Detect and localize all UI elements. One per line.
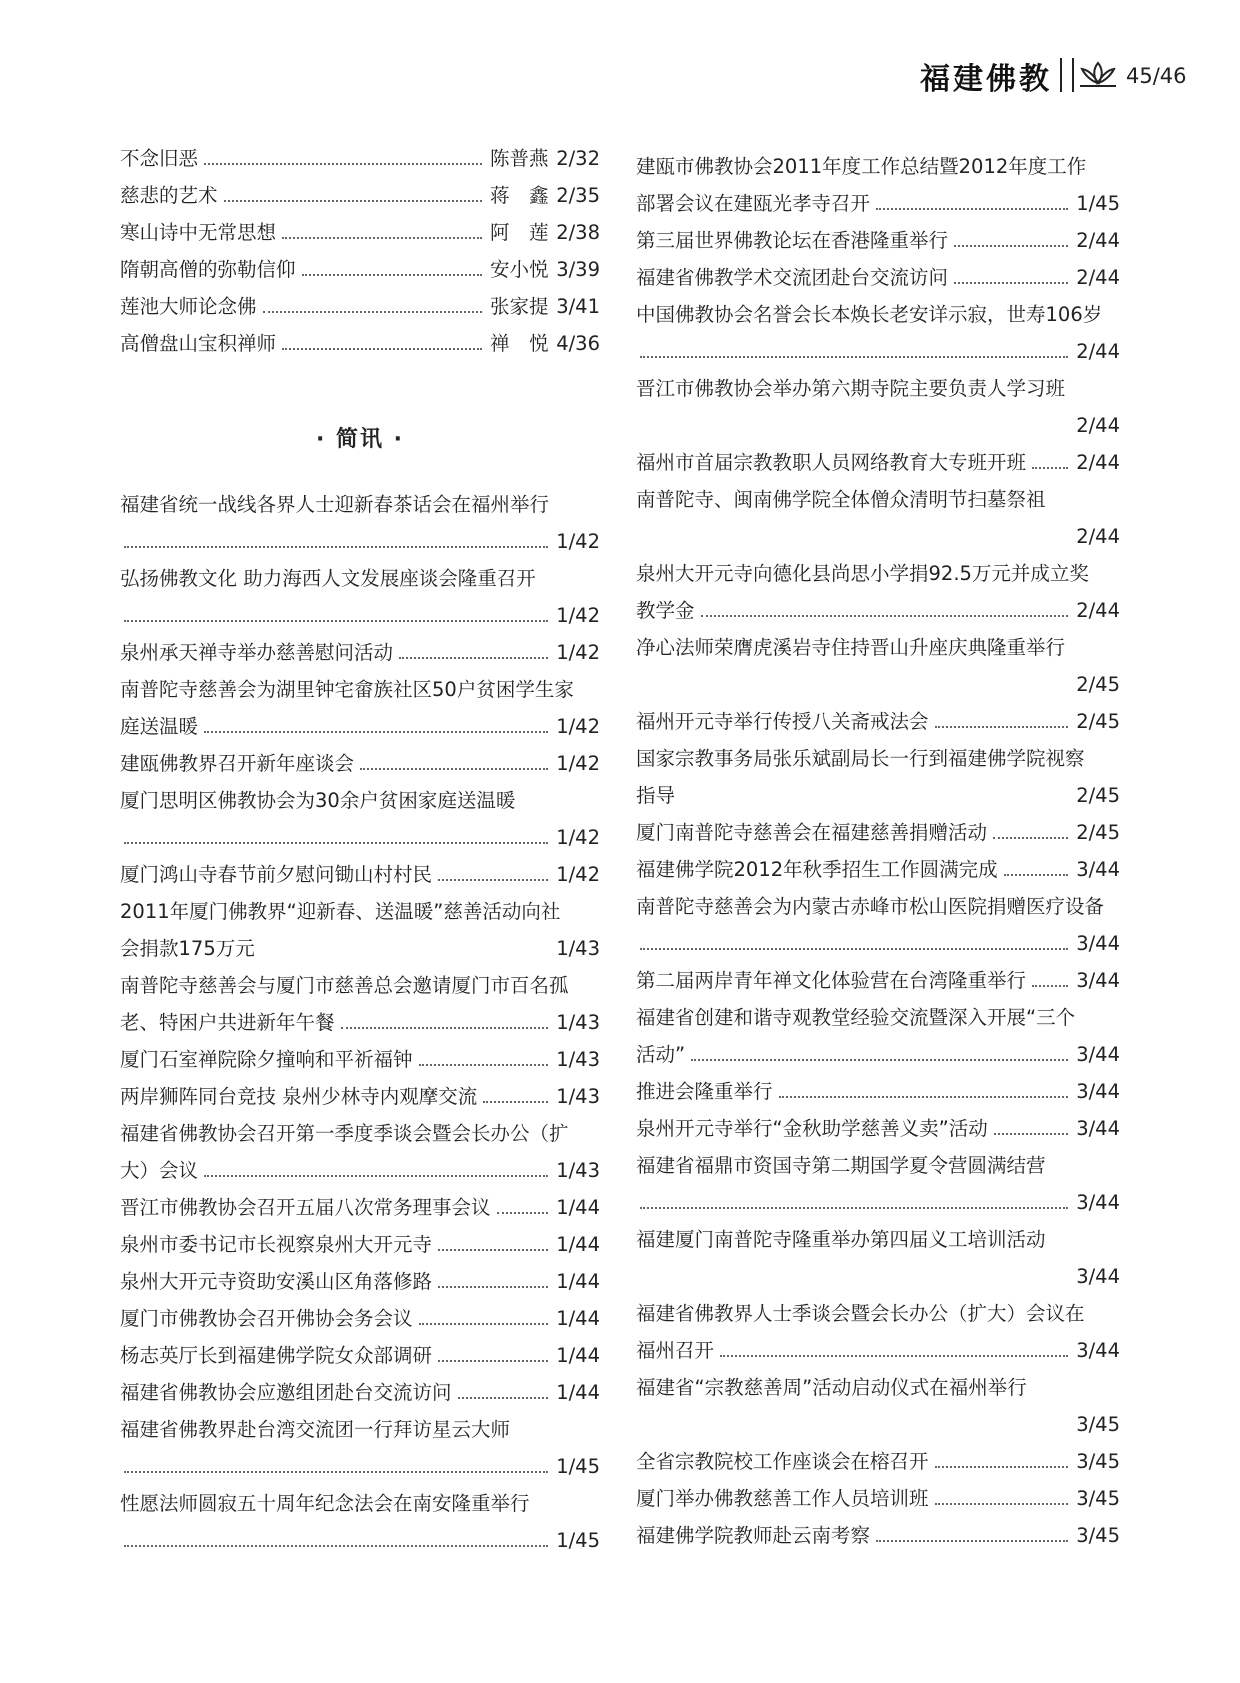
news-item-line (636, 814, 1120, 851)
news-title: 福建佛学院2012年秋季招生工作圆满完成 (636, 858, 998, 881)
news-title: 活动” (636, 1043, 686, 1066)
issue-number: 3/44 (1076, 858, 1120, 881)
news-item-line (120, 856, 600, 893)
news-title: 福州召开 (636, 1339, 715, 1362)
news-item-line (120, 1300, 600, 1337)
article-author: 安小悦 (490, 258, 549, 281)
issue-number: 1/44 (556, 1196, 600, 1219)
issue-number: 3/44 (1076, 1080, 1120, 1103)
news-item-line (636, 518, 1120, 555)
news-title: 泉州承天禅寺举办慈善慰问活动 (120, 641, 394, 664)
dot-leader (419, 1323, 548, 1325)
news-item-line (636, 592, 1120, 629)
dot-leader (438, 1360, 548, 1362)
news-title: 弘扬佛教文化 助力海西人文发展座谈会隆重召开 (120, 567, 536, 590)
news-item-line (636, 1110, 1120, 1147)
dot-leader (954, 245, 1068, 247)
issue-number: 1/43 (556, 1159, 600, 1182)
issue-number: 3/44 (1076, 969, 1120, 992)
issue-number: 3/44 (1076, 1339, 1120, 1362)
news-title: 泉州大开元寺资助安溪山区角落修路 (120, 1270, 433, 1293)
news-item-line (120, 1152, 600, 1189)
article-author: 陈普燕 (490, 147, 549, 170)
news-item-line (636, 1332, 1120, 1369)
issue-number: 1/42 (556, 641, 600, 664)
issue-number: 3/45 (1076, 1524, 1120, 1547)
dot-leader (124, 620, 548, 622)
issue-number: 3/44 (1076, 1043, 1120, 1066)
issue-number: 1/42 (556, 863, 600, 886)
issue-number: 2/45 (1076, 710, 1120, 733)
dot-leader (204, 163, 482, 165)
news-title: 福建省佛教界赴台湾交流团一行拜访星云大师 (120, 1418, 511, 1441)
news-title: 南普陀寺慈善会为湖里钟宅畲族社区50户贫困学生家 (120, 678, 574, 701)
news-title: 部署会议在建瓯光孝寺召开 (636, 192, 871, 215)
news-title: 南普陀寺慈善会为内蒙古赤峰市松山医院捐赠医疗设备 (636, 895, 1105, 918)
dot-leader (282, 237, 482, 239)
news-item-line (120, 745, 600, 782)
news-item-line (120, 893, 600, 930)
news-item-line (120, 1004, 600, 1041)
news-item-line (636, 629, 1120, 666)
news-item-line (636, 222, 1120, 259)
dot-leader (935, 1503, 1068, 1505)
issue-number: 1/43 (556, 937, 600, 960)
news-title: 福建省佛教协会召开第一季度季谈会暨会长办公（扩 (120, 1122, 569, 1145)
dot-leader (640, 356, 1068, 358)
news-title: 两岸狮阵同台竞技 泉州少林寺内观摩交流 (120, 1085, 478, 1108)
news-item-line (120, 1448, 600, 1485)
news-title: 厦门鸿山寺春节前夕慰问锄山村村民 (120, 863, 433, 886)
dot-leader (341, 1027, 548, 1029)
news-item-line (636, 259, 1120, 296)
news-title: 福建省统一战线各界人士迎新春茶话会在福州举行 (120, 493, 550, 516)
news-title: 福建省佛教协会应邀组团赴台交流访问 (120, 1381, 452, 1404)
news-item-line (636, 777, 1120, 814)
news-title: 厦门思明区佛教协会为30余户贫困家庭送温暖 (120, 789, 516, 812)
news-title: 厦门市佛教协会召开佛协会务会议 (120, 1307, 413, 1330)
article-row (120, 140, 600, 177)
news-title: 推进会隆重举行 (636, 1080, 773, 1103)
dot-leader (124, 546, 548, 548)
news-item-line (120, 819, 600, 856)
article-author: 张家提 (490, 295, 549, 318)
news-title: 厦门石室禅院除夕撞响和平祈福钟 (120, 1048, 413, 1071)
news-item-line (120, 1411, 600, 1448)
dot-leader (876, 208, 1068, 210)
article-row (120, 214, 600, 251)
news-item-line (120, 1485, 600, 1522)
news-title: 杨志英厅长到福建佛学院女众部调研 (120, 1344, 433, 1367)
dot-leader (994, 1133, 1068, 1135)
section-title: · 简讯 · (315, 427, 405, 452)
news-item-line (636, 851, 1120, 888)
page-number: 45/46 (1126, 64, 1187, 88)
news-item-line (120, 597, 600, 634)
news-title: 泉州开元寺举行“金秋助学慈善义卖”活动 (636, 1117, 988, 1140)
article-title: 寒山诗中无常思想 (120, 221, 277, 244)
news-item-line (120, 1337, 600, 1374)
issue-number: 2/44 (1076, 451, 1120, 474)
news-title: 福州市首届宗教教职人员网络教育大专班开班 (636, 451, 1027, 474)
news-title: 第三届世界佛教论坛在香港隆重举行 (636, 229, 949, 252)
issue-number: 3/45 (1076, 1450, 1120, 1473)
news-item-line (120, 671, 600, 708)
news-item-line (120, 1115, 600, 1152)
news-item-line (636, 185, 1120, 222)
news-item-line (636, 148, 1120, 185)
news-item-line (636, 1147, 1120, 1184)
news-title: 指导 (636, 784, 676, 807)
issue-number: 2/32 (556, 147, 600, 170)
issue-number: 3/45 (1076, 1487, 1120, 1510)
dot-leader (124, 1545, 548, 1547)
news-item-line (636, 1443, 1120, 1480)
article-title: 隋朝高僧的弥勒信仰 (120, 258, 296, 281)
news-item-line (636, 703, 1120, 740)
news-item-line (120, 1263, 600, 1300)
issue-number: 2/44 (1076, 266, 1120, 289)
news-item-line (636, 444, 1120, 481)
dot-leader (935, 726, 1068, 728)
article-title: 高僧盘山宝积禅师 (120, 332, 277, 355)
news-item-line (636, 1295, 1120, 1332)
dot-leader (438, 879, 548, 881)
news-item-line (120, 967, 600, 1004)
issue-number: 1/42 (556, 752, 600, 775)
issue-number: 1/42 (556, 604, 600, 627)
news-item-line (636, 333, 1120, 370)
news-title: 大）会议 (120, 1159, 199, 1182)
news-item-line (636, 481, 1120, 518)
news-item-line (636, 407, 1120, 444)
news-item-line (120, 1522, 600, 1559)
page-header (920, 52, 1220, 98)
header-divider (1060, 58, 1074, 92)
dot-leader (779, 1096, 1068, 1098)
issue-number: 1/45 (556, 1455, 600, 1478)
issue-number: 2/45 (1076, 821, 1120, 844)
news-item-line (636, 1517, 1120, 1554)
issue-number: 3/44 (1076, 1265, 1120, 1288)
news-title: 福建佛学院教师赴云南考察 (636, 1524, 871, 1547)
dot-leader (954, 282, 1068, 284)
news-title: 福建省福鼎市资国寺第二期国学夏令营圆满结营 (636, 1154, 1046, 1177)
news-title: 福州开元寺举行传授八关斋戒法会 (636, 710, 929, 733)
dot-leader (438, 1249, 548, 1251)
issue-number: 1/42 (556, 715, 600, 738)
news-item-line (636, 925, 1120, 962)
dot-leader (124, 1471, 548, 1473)
news-item-line (636, 740, 1120, 777)
article-author: 蒋 鑫 (490, 184, 549, 207)
issue-number: 2/44 (1076, 229, 1120, 252)
issue-number: 1/44 (556, 1344, 600, 1367)
dot-leader (302, 274, 482, 276)
news-item-line (636, 1406, 1120, 1443)
dot-leader (1032, 985, 1068, 987)
dot-leader (224, 200, 482, 202)
news-title: 福建省创建和谐寺观教堂经验交流暨深入开展“三个 (636, 1006, 1076, 1029)
news-title: 福建省佛教界人士季谈会暨会长办公（扩大）会议在 (636, 1302, 1085, 1325)
dot-leader (993, 837, 1068, 839)
news-title: 福建省佛教学术交流团赴台交流访问 (636, 266, 949, 289)
dot-leader (497, 1212, 548, 1214)
issue-number: 1/45 (556, 1529, 600, 1552)
issue-number: 1/43 (556, 1085, 600, 1108)
issue-number: 2/38 (556, 221, 600, 244)
news-item-line (636, 370, 1120, 407)
news-item-line (636, 296, 1120, 333)
article-title: 不念旧恶 (120, 147, 199, 170)
news-item-line (120, 1041, 600, 1078)
dot-leader (935, 1466, 1068, 1468)
news-item-line (120, 930, 600, 967)
issue-number: 2/45 (1076, 673, 1120, 696)
dot-leader (282, 348, 482, 350)
dot-leader (360, 768, 548, 770)
issue-number: 3/44 (1076, 1191, 1120, 1214)
article-row (120, 177, 600, 214)
article-author: 禅 悦 (490, 332, 549, 355)
news-title: 庭送温暖 (120, 715, 199, 738)
article-title: 莲池大师论念佛 (120, 295, 257, 318)
news-title: 建瓯市佛教协会2011年度工作总结暨2012年度工作 (636, 155, 1087, 178)
dot-leader (458, 1397, 548, 1399)
news-item-line (120, 708, 600, 745)
issue-number: 1/42 (556, 530, 600, 553)
news-item-line (120, 486, 600, 523)
news-item-line (120, 1189, 600, 1226)
issue-number: 3/44 (1076, 932, 1120, 955)
dot-leader (720, 1355, 1068, 1357)
news-title: 2011年厦门佛教界“迎新春、送温暖”慈善活动向社 (120, 900, 561, 923)
news-title: 晋江市佛教协会举办第六期寺院主要负责人学习班 (636, 377, 1066, 400)
issue-number: 1/44 (556, 1270, 600, 1293)
news-title: 第二届两岸青年禅文化体验营在台湾隆重举行 (636, 969, 1027, 992)
issue-number: 3/45 (1076, 1413, 1120, 1436)
issue-number: 3/41 (556, 295, 600, 318)
news-title: 会捐款175万元 (120, 937, 255, 960)
issue-number: 2/44 (1076, 525, 1120, 548)
issue-number: 1/44 (556, 1307, 600, 1330)
article-title: 慈悲的艺术 (120, 184, 218, 207)
news-title: 厦门南普陀寺慈善会在福建慈善捐赠活动 (636, 821, 988, 844)
news-title: 建瓯佛教界召开新年座谈会 (120, 752, 355, 775)
news-item-line (636, 888, 1120, 925)
article-row (120, 251, 600, 288)
dot-leader (701, 615, 1068, 617)
news-title: 国家宗教事务局张乐斌副局长一行到福建佛学院视察 (636, 747, 1085, 770)
news-item-line (636, 1258, 1120, 1295)
news-item-line (636, 1221, 1120, 1258)
news-item-line (120, 560, 600, 597)
news-item-line (636, 999, 1120, 1036)
article-row (120, 288, 600, 325)
news-item-line (120, 782, 600, 819)
news-item-line (120, 634, 600, 671)
news-title: 福建厦门南普陀寺隆重举办第四届义工培训活动 (636, 1228, 1046, 1251)
dot-leader (640, 948, 1068, 950)
issue-number: 2/44 (1076, 340, 1120, 363)
dot-leader (876, 1540, 1068, 1542)
article-author: 阿 莲 (490, 221, 549, 244)
issue-number: 3/39 (556, 258, 600, 281)
news-title: 泉州市委书记市长视察泉州大开元寺 (120, 1233, 433, 1256)
dot-leader (204, 1175, 548, 1177)
news-item-line (636, 1480, 1120, 1517)
news-item-line (636, 555, 1120, 592)
issue-number: 4/36 (556, 332, 600, 355)
issue-number: 1/44 (556, 1381, 600, 1404)
news-item-line (636, 1036, 1120, 1073)
dot-leader (419, 1064, 548, 1066)
news-title: 性愿法师圆寂五十周年纪念法会在南安隆重举行 (120, 1492, 530, 1515)
news-item-line (120, 1374, 600, 1411)
issue-number: 2/45 (1076, 784, 1120, 807)
news-title: 福建省“宗教慈善周”活动启动仪式在福州举行 (636, 1376, 1027, 1399)
news-title: 净心法师荣膺虎溪岩寺住持晋山升座庆典隆重举行 (636, 636, 1066, 659)
news-item-line (120, 523, 600, 560)
news-item-line (120, 1078, 600, 1115)
article-row (120, 325, 600, 362)
issue-number: 1/43 (556, 1048, 600, 1071)
news-item-line (636, 1369, 1120, 1406)
news-title: 厦门举办佛教慈善工作人员培训班 (636, 1487, 929, 1510)
dot-leader (438, 1286, 548, 1288)
issue-number: 1/44 (556, 1233, 600, 1256)
issue-number: 2/44 (1076, 599, 1120, 622)
issue-number: 1/42 (556, 826, 600, 849)
dot-leader (1004, 874, 1068, 876)
dot-leader (263, 311, 482, 313)
news-title: 中国佛教协会名誉会长本焕长老安详示寂，世寿106岁 (636, 303, 1103, 326)
issue-number: 1/43 (556, 1011, 600, 1034)
dot-leader (124, 842, 548, 844)
news-item-line (636, 962, 1120, 999)
issue-number: 1/45 (1076, 192, 1120, 215)
news-title: 老、特困户共进新年午餐 (120, 1011, 335, 1034)
news-item-line (636, 666, 1120, 703)
news-title: 泉州大开元寺向德化县尚思小学捐92.5万元并成立奖 (636, 562, 1089, 585)
lotus-icon (1076, 60, 1120, 90)
news-title: 南普陀寺、闽南佛学院全体僧众清明节扫墓祭祖 (636, 488, 1046, 511)
dot-leader (204, 731, 548, 733)
issue-number: 3/44 (1076, 1117, 1120, 1140)
dot-leader (691, 1059, 1068, 1061)
news-title: 全省宗教院校工作座谈会在榕召开 (636, 1450, 929, 1473)
news-title: 教学金 (636, 599, 695, 622)
magazine-title: 福建佛教 (920, 62, 1052, 97)
news-item-line (120, 1226, 600, 1263)
dot-leader (640, 1207, 1068, 1209)
issue-number: 2/35 (556, 184, 600, 207)
news-title: 晋江市佛教协会召开五届八次常务理事会议 (120, 1196, 491, 1219)
dot-leader (483, 1101, 548, 1103)
news-item-line (636, 1073, 1120, 1110)
news-title: 南普陀寺慈善会与厦门市慈善总会邀请厦门市百名孤 (120, 974, 569, 997)
dot-leader (1032, 467, 1068, 469)
dot-leader (399, 657, 548, 659)
news-item-line (636, 1184, 1120, 1221)
issue-number: 2/44 (1076, 414, 1120, 437)
